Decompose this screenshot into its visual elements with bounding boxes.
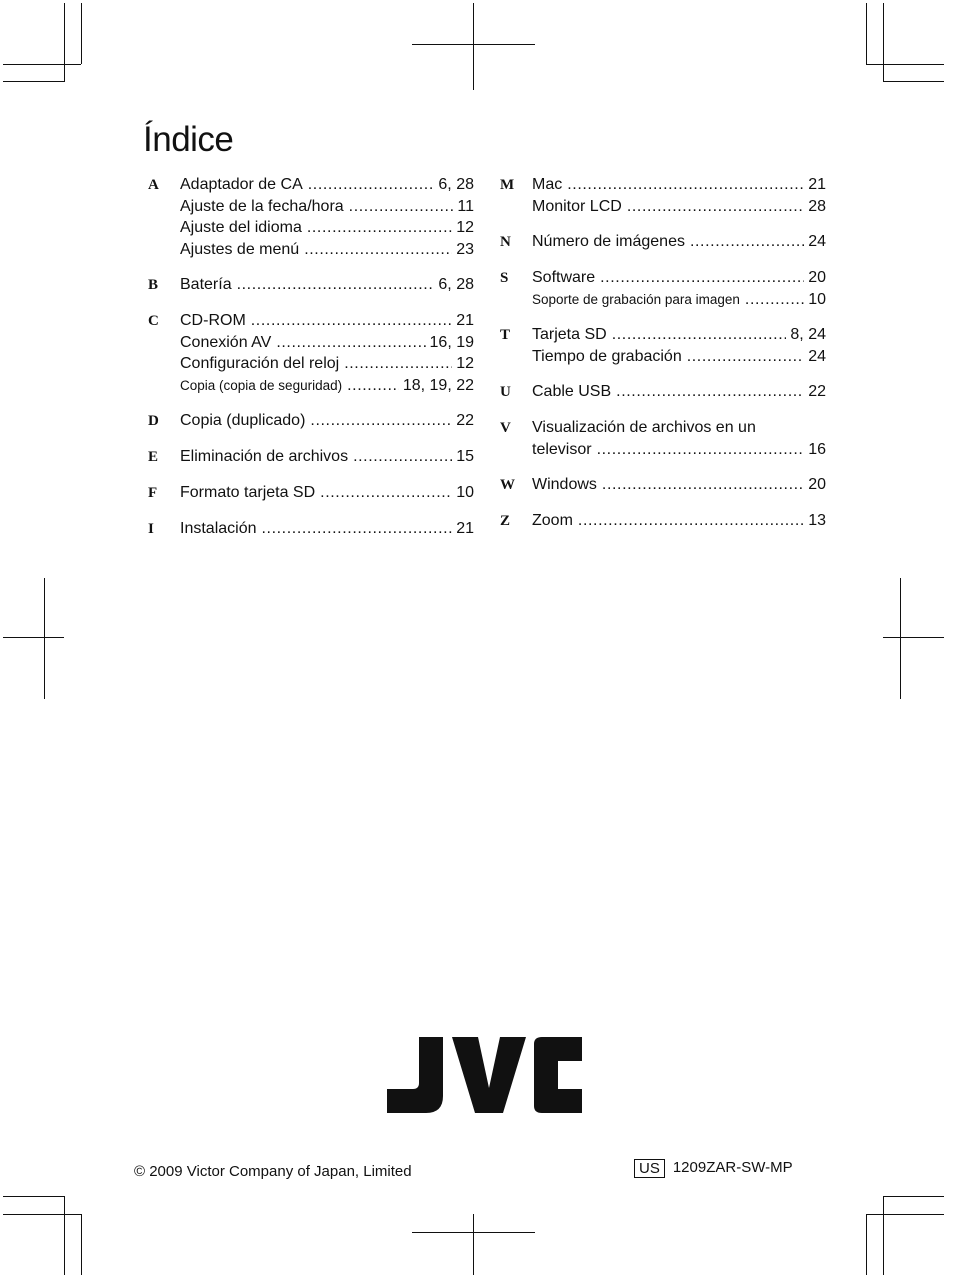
index-entry-text: Monitor LCD <box>532 197 622 215</box>
dot-leader <box>602 474 804 496</box>
index-group <box>148 310 474 396</box>
page-reference: 10 <box>808 290 826 308</box>
index-entry-text: Eliminación de archivos <box>180 448 349 465</box>
index-group <box>148 518 474 540</box>
index-entry <box>180 446 474 468</box>
index-entry-text: Ajuste de la fecha/hora <box>180 197 344 215</box>
index-entries <box>180 310 474 396</box>
copyright-notice: © 2009 Victor Company of Japan, Limited <box>134 1163 412 1180</box>
page-reference: 8, 24 <box>790 326 826 343</box>
page-reference: 20 <box>808 269 826 286</box>
index-letter: M <box>500 177 515 193</box>
index-entry <box>180 410 474 432</box>
index-entry <box>180 353 474 375</box>
index-entry-text: Zoom <box>532 512 573 529</box>
index-entry-text: Windows <box>532 476 597 493</box>
index-letter: C <box>148 313 159 329</box>
index-entry-text: Ajuste del idioma <box>180 219 302 236</box>
index-entry <box>180 482 474 504</box>
index-entry <box>532 267 826 289</box>
index-letter: N <box>500 234 511 250</box>
index-group <box>148 410 474 432</box>
dot-leader <box>600 267 804 289</box>
dot-leader <box>344 353 452 375</box>
index-entries <box>532 474 826 496</box>
page-reference: 18, 19, 22 <box>402 376 474 394</box>
index-entry <box>180 239 474 261</box>
dot-leader <box>578 510 804 532</box>
index-entry <box>180 310 474 332</box>
dot-leader <box>612 324 787 346</box>
model-code: 1209ZAR-SW-MP <box>672 1159 793 1176</box>
dot-leader <box>687 346 804 368</box>
index-group <box>148 174 474 260</box>
index-entry-text: Soporte de grabación para imagen <box>532 291 740 307</box>
page-reference: 6, 28 <box>438 276 474 293</box>
page-reference: 24 <box>808 347 826 365</box>
index-entries <box>180 518 474 540</box>
index-entry <box>180 375 474 397</box>
index-group <box>500 174 826 217</box>
index-column-left <box>148 174 474 554</box>
dot-leader <box>347 375 399 397</box>
index-group <box>500 381 826 403</box>
page-reference: 23 <box>456 240 474 258</box>
index-group <box>500 417 826 460</box>
dot-leader <box>310 410 452 432</box>
index-entry-text: Copia (duplicado) <box>180 412 306 429</box>
index-entry-text: Tarjeta SD <box>532 326 607 343</box>
index-group <box>500 267 826 310</box>
dot-leader <box>349 196 454 218</box>
index-entries <box>180 410 474 432</box>
index-entry-text: Software <box>532 269 596 286</box>
dot-leader <box>308 174 435 196</box>
index-entry <box>180 518 474 540</box>
page-reference: 28 <box>808 197 826 215</box>
dot-leader <box>567 174 804 196</box>
index-letter: Z <box>500 513 511 529</box>
index-group <box>500 510 826 532</box>
page-reference: 21 <box>808 176 826 193</box>
index-group <box>500 324 826 367</box>
index-entry <box>532 346 826 368</box>
index-letter: B <box>148 277 159 293</box>
index-entries <box>180 482 474 504</box>
jvc-logo <box>386 1036 583 1114</box>
dot-leader <box>237 274 435 296</box>
index-entries <box>532 417 826 460</box>
dot-leader <box>304 239 452 261</box>
index-group <box>500 231 826 253</box>
dot-leader <box>597 439 805 461</box>
index-entries <box>532 267 826 310</box>
page-reference: 24 <box>808 233 826 250</box>
page-reference: 11 <box>457 197 474 215</box>
index-entry-text: CD-ROM <box>180 312 246 329</box>
index-group <box>148 482 474 504</box>
index-entry <box>532 289 826 311</box>
index-entry <box>180 332 474 354</box>
index-entries <box>532 231 826 253</box>
index-letter: U <box>500 384 511 400</box>
page-reference: 16 <box>808 440 826 458</box>
index-letter: S <box>500 270 509 286</box>
dot-leader <box>616 381 804 403</box>
index-letter: A <box>148 177 159 193</box>
index-entry <box>532 474 826 496</box>
index-entry-text: Configuración del reloj <box>180 355 340 372</box>
index-entry <box>532 381 826 403</box>
dot-leader <box>690 231 804 253</box>
region-badge: US <box>634 1159 665 1178</box>
page-reference: 6, 28 <box>438 176 474 193</box>
index-letter: W <box>500 477 515 493</box>
index-entry-text: televisor <box>532 440 592 458</box>
page-reference: 12 <box>456 355 474 372</box>
page-reference: 20 <box>808 476 826 493</box>
index-entries <box>180 446 474 468</box>
index-entry-text: Formato tarjeta SD <box>180 484 316 501</box>
index-entries <box>532 174 826 217</box>
index-entry-text: Adaptador de CA <box>180 176 303 193</box>
page-reference: 13 <box>808 512 826 529</box>
index-letter: I <box>148 521 154 537</box>
page-reference: 12 <box>456 219 474 236</box>
dot-leader <box>627 196 804 218</box>
dot-leader <box>251 310 452 332</box>
index-entry <box>180 174 474 196</box>
page-reference: 15 <box>456 448 474 465</box>
index-entry-text: Visualización de archivos en un <box>532 419 756 436</box>
index-entry-text: Tiempo de grabación <box>532 347 682 365</box>
index-entry <box>532 324 826 346</box>
page-reference: 21 <box>456 520 474 537</box>
index-entry-text: Instalación <box>180 520 257 537</box>
index-group <box>148 446 474 468</box>
index-entry-text: Cable USB <box>532 383 612 400</box>
page-title: Índice <box>143 120 234 159</box>
index-entry <box>532 174 826 196</box>
index-group <box>148 274 474 296</box>
index-entries <box>180 274 474 296</box>
index-entry <box>532 510 826 532</box>
index-entry-text: Copia (copia de seguridad) <box>180 377 343 393</box>
dot-leader <box>320 482 452 504</box>
dot-leader <box>276 332 425 354</box>
index-entry-text: Mac <box>532 176 563 193</box>
page-reference: 21 <box>456 312 474 329</box>
index-letter: T <box>500 327 511 343</box>
index-entry <box>532 231 826 253</box>
index-entries <box>532 510 826 532</box>
index-letter: D <box>148 413 159 429</box>
dot-leader <box>307 217 452 239</box>
index-entries <box>180 174 474 260</box>
page-reference: 10 <box>456 484 474 501</box>
index-group <box>500 474 826 496</box>
document-code <box>634 1158 793 1178</box>
page-reference: 16, 19 <box>429 333 474 351</box>
index-entry-text: Batería <box>180 276 232 293</box>
page-reference: 22 <box>456 412 474 429</box>
index-letter: V <box>500 420 511 436</box>
index-entry-text: Ajustes de menú <box>180 240 300 258</box>
index-entry <box>532 196 826 218</box>
dot-leader <box>745 289 804 311</box>
index-entry <box>532 439 826 461</box>
index-letter: E <box>148 449 159 465</box>
index-entry <box>180 217 474 239</box>
index-letter: F <box>148 485 158 501</box>
index-entries <box>532 381 826 403</box>
index-column-right <box>500 174 826 546</box>
index-entry-text: Número de imágenes <box>532 233 685 250</box>
index-entry <box>180 196 474 218</box>
index-entry-text: Conexión AV <box>180 333 272 351</box>
dot-leader <box>353 446 452 468</box>
page-reference: 22 <box>808 383 826 400</box>
dot-leader <box>262 518 453 540</box>
index-entry <box>180 274 474 296</box>
index-entries <box>532 324 826 367</box>
